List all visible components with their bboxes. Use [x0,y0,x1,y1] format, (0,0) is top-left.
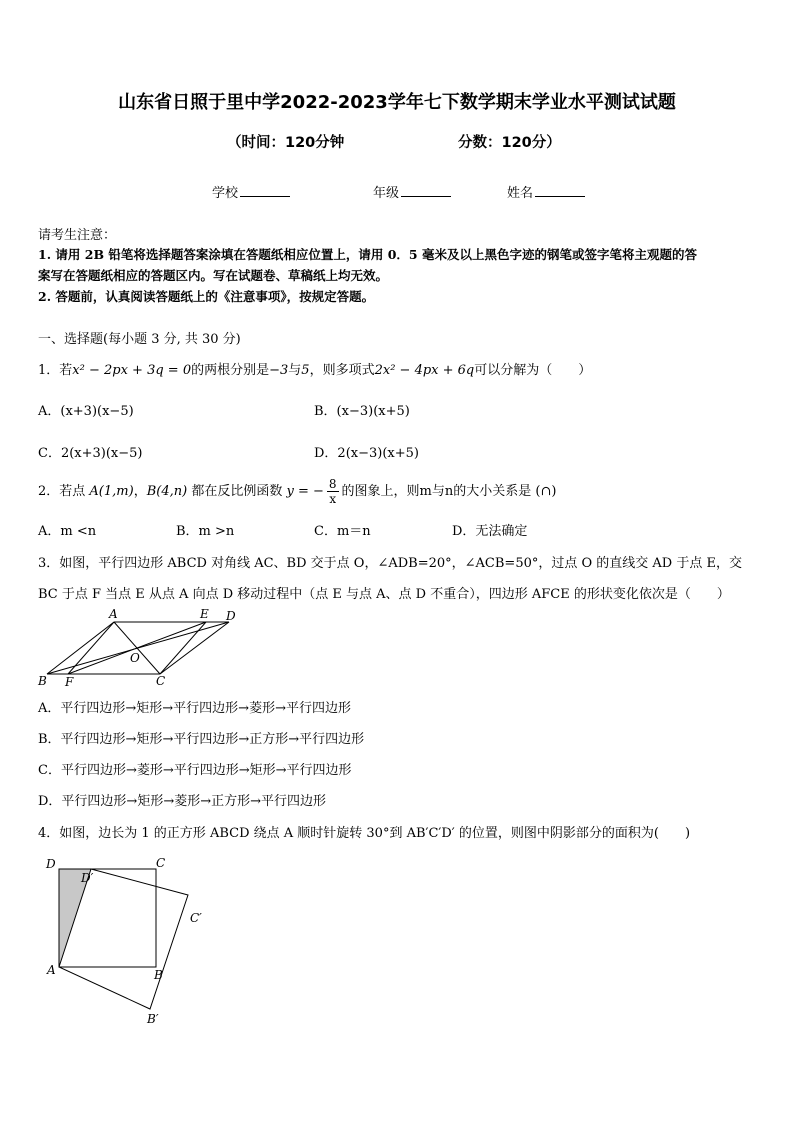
q2-func-denominator: x [329,492,337,506]
q4-label-b-prime: B′ [147,1012,159,1026]
q2-blank: (∩) [535,484,557,499]
q3-label-b: B [38,674,47,688]
q1-suffix: 可以分解为（ ） [474,363,592,378]
q2-point-a: A(1,m) [89,484,134,499]
name-label: 姓名 [507,186,534,201]
q3-label-f: F [65,675,74,688]
q1-root2: 5 [301,363,310,378]
grade-label: 年级 [373,186,400,201]
q1-option-c: C．2(x+3)(x−5) [38,446,143,461]
q3-label-c: C [156,674,166,688]
q2-option-a: A．m <n [38,524,97,539]
q4-label-c: C [156,856,166,870]
q3-stem-line1: 3．如图，平行四边形 ABCD 对角线 AC、BD 交于点 O，∠ADB=20°，∠ACB=50°，过点 O 的直线交 AD 于点 E，交 [38,556,742,571]
q4-label-a: A [47,963,56,977]
q4-square-rotation-figure [40,852,220,1030]
q1-option-d: D．2(x−3)(x+5) [314,446,419,461]
q2-sep: ， [133,484,147,499]
q4-label-b: B [154,968,163,982]
q1-mid2: ，则多项式 [309,363,375,378]
name-blank [535,184,585,197]
notice-heading: 请考生注意： [38,228,117,243]
q3-option-c: C．平行四边形→菱形→平行四边形→矩形→平行四边形 [38,763,352,778]
q1-prefix: 1．若 [38,363,73,378]
q4-label-d: D [46,857,56,871]
q3-stem-line2: BC 于点 F 当点 E 从点 A 向点 D 移动过程中（点 E 与点 A、点 D 不重合），四边形 AFCE 的形状变化依次是（ ） [38,587,730,602]
q2-option-b: B．m >n [176,524,235,539]
q4-label-d-prime: D′ [81,871,94,885]
q3-side-ba [47,622,114,674]
q4-label-c-prime: C′ [190,911,202,925]
q2-point-b: B(4,n) [146,484,188,499]
q3-segment-ec [160,622,206,674]
notice-item1-line2: 案写在答题纸相应的答题区内。写在试题卷、草稿纸上均无效。 [38,268,389,283]
q1-equation: x² − 2px + 3q = 0 [72,363,192,378]
q3-label-e: E [200,607,209,621]
q1-root1: −3 [269,363,289,378]
q2-option-c: C．m＝n [314,524,371,539]
school-label: 学校 [212,186,239,201]
q3-option-a: A．平行四边形→矩形→平行四边形→菱形→平行四边形 [38,701,351,716]
q2-func-left: y = − [286,484,324,499]
q3-label-o: O [130,651,140,665]
school-field [212,182,290,201]
q1-and: 与 [288,363,302,378]
time-label: （时间：120分钟 [227,135,345,151]
q3-side-dc [160,622,229,674]
section1-heading: 一、选择题(每小题 3 分, 共 30 分) [38,332,241,347]
name-field [507,182,585,201]
q2-mid: 都在反比例函数 [191,484,283,499]
q2-stem [38,477,556,506]
q2-func-numerator: 8 [328,477,337,491]
q1-mid: 的两根分别是 [191,363,270,378]
q2-fraction [327,477,339,506]
notice-item2: 2. 答题前，认真阅读答题纸上的《注意事项》，按规定答题。 [38,289,375,304]
q3-option-d: D．平行四边形→矩形→菱形→正方形→平行四边形 [38,794,326,809]
q3-label-d: D [226,609,236,623]
q4-stem: 4．如图，边长为 1 的正方形 ABCD 绕点 A 顺时针旋转 30°到 AB′C′D′ 的位置，则图中阴影部分的面积为( ) [38,826,691,841]
grade-field [373,182,451,201]
q2-option-d: D．无法确定 [452,524,528,539]
q3-parallelogram-figure [34,606,244,688]
q1-option-a: A．(x+3)(x−5) [38,404,134,419]
q3-line-ef [68,622,206,674]
school-blank [240,184,290,197]
q2-prefix: 2．若点 [38,484,86,499]
q3-option-b: B．平行四边形→矩形→平行四边形→正方形→平行四边形 [38,732,365,747]
q3-segment-af [68,622,114,674]
notice-item1-line1: 1. 请用 2B 铅笔将选择题答案涂填在答题纸相应位置上，请用 0．5 毫米及以上黑色字迹的钢笔或签字笔将主观题的答 [38,247,697,262]
page-title: 山东省日照于里中学2022-2023学年七下数学期末学业水平测试试题 [118,92,676,113]
q1-option-b: B．(x−3)(x+5) [314,404,410,419]
q1-stem [38,359,591,378]
q2-suffix: 的图象上，则m与n的大小关系是 [341,484,532,499]
grade-blank [401,184,451,197]
q1-polynomial: 2x² − 4px + 6q [374,363,475,378]
q3-label-a: A [109,607,118,621]
score-label: 分数：120分） [458,135,561,151]
